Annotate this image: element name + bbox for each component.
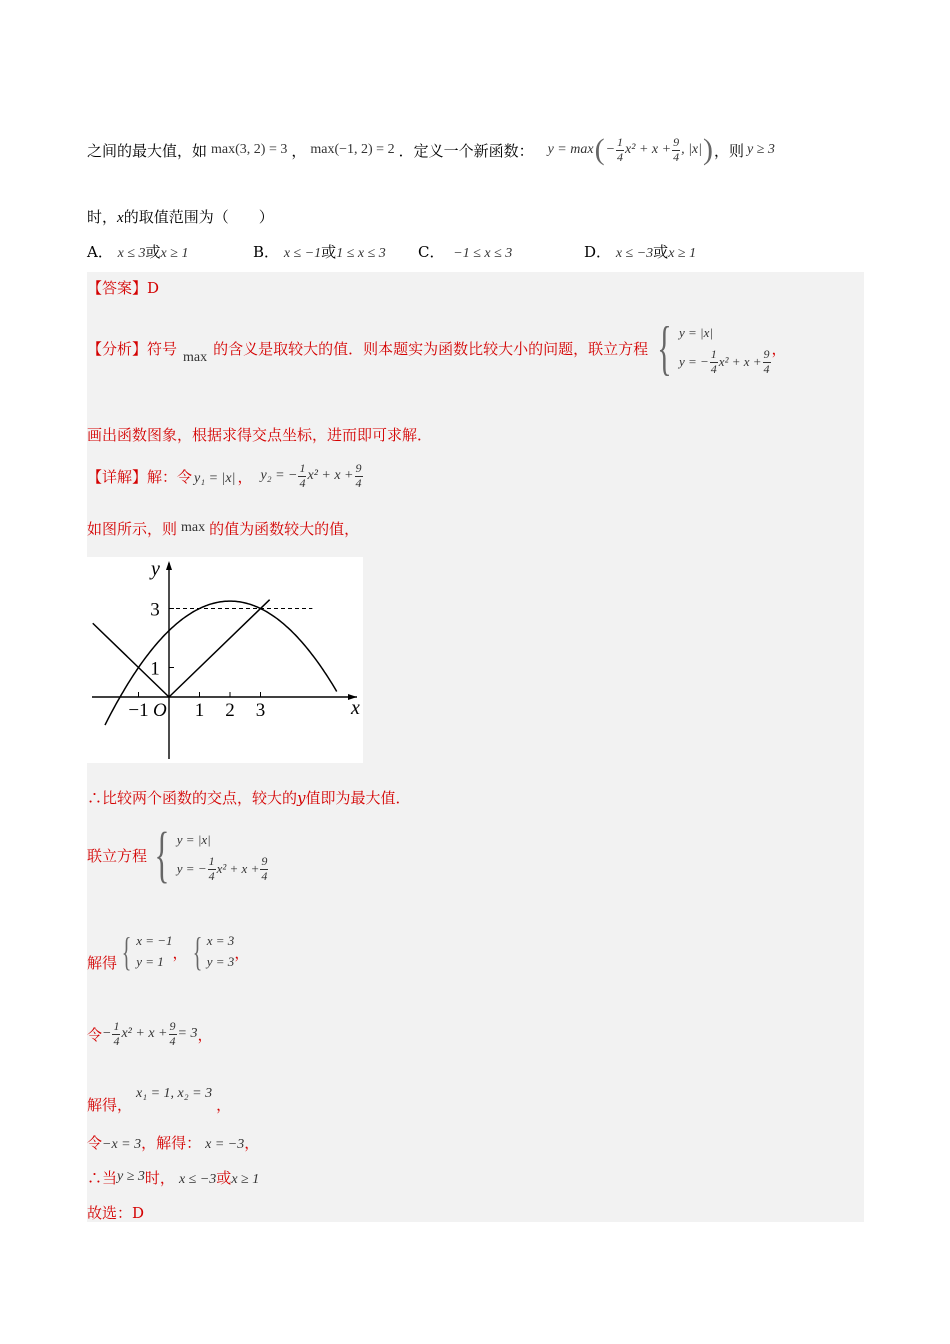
option-math: x ≤ −3 xyxy=(615,246,654,261)
when-or: 或 xyxy=(216,1169,232,1187)
detail-text: 解：令 xyxy=(147,467,193,486)
frac-9-4: $\frac{9}{4}$ xyxy=(763,347,770,376)
solve-text: 解得 xyxy=(87,953,118,972)
paren-left: ( xyxy=(594,133,605,166)
sol-row: x = 3 xyxy=(206,933,235,949)
when-text: 时， xyxy=(144,1169,175,1187)
y-axis-arrow xyxy=(166,561,172,570)
brace: { xyxy=(154,821,170,889)
solve-text: 解得， xyxy=(87,1095,133,1114)
brace: { xyxy=(192,929,202,974)
let2-text: ，解得： xyxy=(141,1134,202,1152)
system-row: y = |x| xyxy=(678,325,713,341)
system-row xyxy=(679,348,772,377)
option-or: 或 xyxy=(145,243,161,261)
option-a[interactable] xyxy=(87,241,188,262)
analysis-system xyxy=(650,315,771,381)
option-math: x ≤ −1 xyxy=(283,246,322,261)
let-part: − xyxy=(102,1026,112,1041)
y1-def: y₁ = |x| xyxy=(194,471,236,486)
joint-text: 联立方程 xyxy=(87,846,148,865)
system-rows xyxy=(177,826,270,883)
solution-1 xyxy=(117,931,173,973)
frac-1-4: $\frac{1}{4}$ xyxy=(113,1018,120,1048)
figure-line xyxy=(87,518,359,539)
new-function xyxy=(548,133,714,167)
let2-line xyxy=(87,1132,259,1153)
option-math: x ≥ 1 xyxy=(160,246,189,261)
y2-part: x² + x + xyxy=(307,468,354,483)
question-text-mid: ．定义一个新函数： xyxy=(398,141,534,160)
graph-svg xyxy=(87,557,363,763)
q2-prefix: 时， xyxy=(87,208,118,226)
let2-res: x = −3 xyxy=(205,1137,245,1152)
therefore-text: ∴比较两个函数的交点，较大的 xyxy=(87,789,298,807)
system-rows xyxy=(679,319,772,376)
let2-eq: −x = 3 xyxy=(102,1137,142,1152)
y-axis-label: y xyxy=(151,558,160,580)
when-range: x ≤ −3 xyxy=(178,1172,217,1187)
option-math: x ≥ 1 xyxy=(668,246,697,261)
func-abs: , |x| xyxy=(681,142,702,157)
sys-part: x² + x + xyxy=(718,354,762,369)
sys-part: x² + x + xyxy=(216,861,260,876)
answer-line xyxy=(87,277,159,298)
therefore-var: y xyxy=(297,789,306,807)
joint-system xyxy=(147,821,269,889)
sol-row: y = 3 xyxy=(206,954,235,969)
paren-right: ) xyxy=(703,133,713,166)
abs-function-line xyxy=(93,600,270,697)
sys-part: y = − xyxy=(176,861,207,876)
question-text: 之间的最大值，如 xyxy=(87,141,208,160)
option-label: D． xyxy=(584,243,612,261)
system-rows xyxy=(207,931,235,973)
condition: y ≥ 3 xyxy=(747,142,775,157)
option-b[interactable] xyxy=(253,241,386,262)
answer-tag: 【答案】 xyxy=(87,279,148,297)
fig-text: 的值为函数较大的值， xyxy=(209,520,360,538)
option-label: A． xyxy=(87,243,113,261)
comma: ， xyxy=(172,943,188,962)
comma: ， xyxy=(234,943,250,962)
origin-label: O xyxy=(153,700,167,721)
comma: ， xyxy=(216,1095,232,1114)
frac-1-4: $\frac{1}{4}$ xyxy=(617,134,624,164)
comma: ， xyxy=(291,141,307,160)
function-graph xyxy=(87,557,363,763)
frac-9-4: $\frac{9}{4}$ xyxy=(169,1018,176,1048)
when-line xyxy=(87,1167,259,1188)
frac-1-4: $\frac{1}{4}$ xyxy=(208,854,215,883)
fig-text: 如图所示，则 xyxy=(87,520,178,538)
roots: x₁ = 1, x₂ = 3 xyxy=(136,1086,213,1101)
option-d[interactable] xyxy=(584,241,696,262)
y2-part: y₂ = − xyxy=(260,468,298,483)
question-line-1 xyxy=(87,130,775,170)
frac-9-4: $\frac{9}{4}$ xyxy=(261,854,268,883)
therefore-text: 值即为最大值． xyxy=(305,789,411,807)
let-line xyxy=(87,1014,212,1054)
func-minus: − xyxy=(605,142,616,157)
frac-9-4: $\frac{9}{4}$ xyxy=(673,134,680,164)
detail-line xyxy=(87,455,364,497)
x-tick-label: 1 xyxy=(194,700,205,721)
system-rows xyxy=(136,931,172,973)
x-tick-label: 3 xyxy=(255,700,266,721)
joint-equations xyxy=(87,818,269,892)
analysis-text: 的含义是取较大的值．则本题实为函数比较大小的问题，联立方程 xyxy=(213,339,649,358)
when-cond: y ≥ 3 xyxy=(117,1169,145,1184)
x-tick-label: −1 xyxy=(128,700,149,721)
let-text: 令 xyxy=(87,1025,103,1044)
therefore-line xyxy=(87,787,411,808)
detail-tag: 【详解】 xyxy=(87,467,148,486)
analysis-line xyxy=(87,312,787,384)
analysis-line-2: 画出函数图象，根据求得交点坐标，进而即可求解． xyxy=(87,426,433,444)
example-max-2: max(−1, 2) = 2 xyxy=(310,142,395,157)
answer-value: D xyxy=(147,279,160,297)
frac-1-4: $\frac{1}{4}$ xyxy=(710,347,717,376)
solve-line-1 xyxy=(87,928,249,976)
solution-2 xyxy=(188,931,235,973)
choose-line: 故选：D xyxy=(87,1204,145,1222)
let-part: x² + x + xyxy=(121,1026,168,1041)
roots-line xyxy=(87,1074,231,1114)
option-math: x ≤ 3 xyxy=(117,246,146,261)
let2-text: 令 xyxy=(87,1134,103,1152)
brace: { xyxy=(121,929,132,974)
y2-def xyxy=(261,462,364,491)
x-axis-label: x xyxy=(351,697,360,719)
max-symbol: max xyxy=(181,520,206,535)
analysis-tag: 【分析】 xyxy=(87,339,148,358)
sys-part: y = − xyxy=(678,354,709,369)
option-c[interactable] xyxy=(418,241,512,262)
system-row xyxy=(177,855,270,884)
option-label: B． xyxy=(253,243,280,261)
example-max-1: max(3, 2) = 3 xyxy=(211,142,288,157)
option-math: −1 ≤ x ≤ 3 xyxy=(453,246,513,261)
when-range: x ≥ 1 xyxy=(231,1172,260,1187)
comma: ， xyxy=(244,1134,260,1152)
question-text-suffix: ，则 xyxy=(714,141,745,160)
y-tick-label: 3 xyxy=(150,599,160,621)
when-text: ∴当 xyxy=(87,1169,118,1187)
max-symbol: max xyxy=(183,350,208,365)
func-left: y = max xyxy=(547,142,594,157)
sol-row: y = 1 xyxy=(136,954,164,969)
option-math: 1 ≤ x ≤ 3 xyxy=(336,246,386,261)
frac-1-4: $\frac{1}{4}$ xyxy=(299,460,306,490)
option-label: C． xyxy=(418,243,445,261)
frac-9-4: $\frac{9}{4}$ xyxy=(355,460,362,490)
x-tick-label: 2 xyxy=(225,700,235,721)
system-row: y = |x| xyxy=(176,832,211,848)
q2-var: x xyxy=(117,210,124,226)
analysis-text: 符号 xyxy=(147,339,178,358)
sol-row: x = −1 xyxy=(136,933,173,949)
let-equation xyxy=(102,1020,197,1049)
comma: ， xyxy=(771,339,787,358)
q2-suffix: 的取值范围为（ ） xyxy=(123,208,274,226)
option-or: 或 xyxy=(653,243,669,261)
question-line-2 xyxy=(87,206,274,227)
let-part: = 3 xyxy=(177,1026,198,1041)
option-or: 或 xyxy=(321,243,337,261)
y-tick-label: 1 xyxy=(150,658,160,680)
brace: { xyxy=(657,315,672,381)
comma: ， xyxy=(197,1025,213,1044)
func-body: x² + x + xyxy=(625,142,672,157)
comma: ， xyxy=(237,467,253,486)
